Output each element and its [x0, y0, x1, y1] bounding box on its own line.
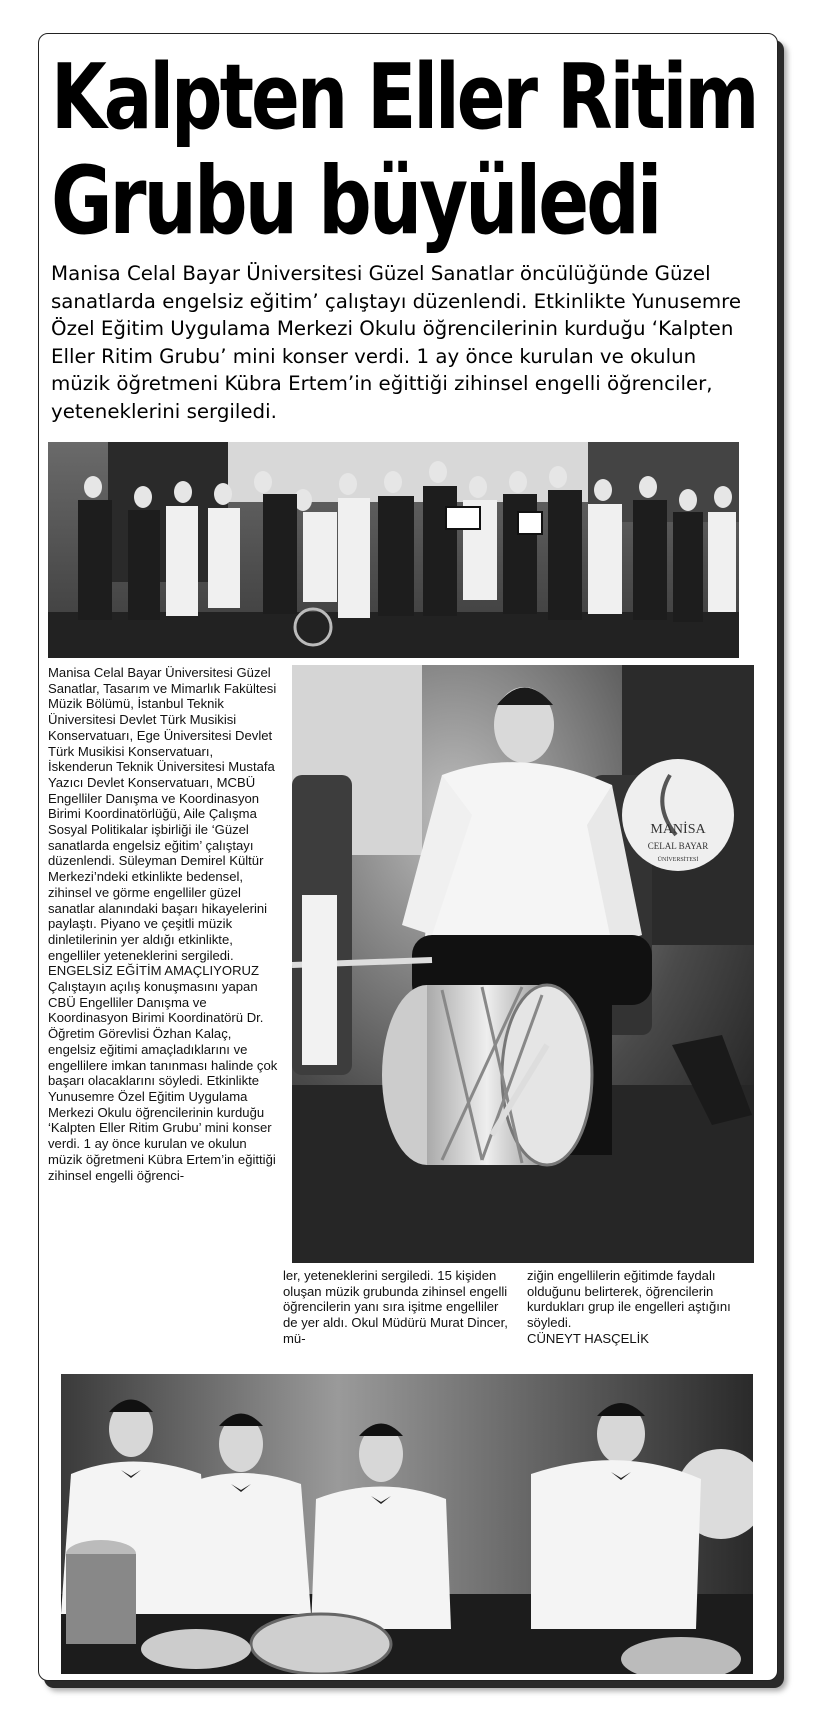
- article-column-2: [283, 1268, 515, 1347]
- body-paragraph-3: ler, yeteneklerini sergiledi. 15 kişiden oluşan müzik grubunda zihinsel engelli öğrencilerin yanı sıra işitme engelliler de yer aldı. Okul Müdürü Murat Dincer, mü-: [283, 1268, 508, 1346]
- podium-logo-text-1: MANİSA: [650, 822, 706, 837]
- podium-logo-text-3: ÜNİVERSİTESİ: [657, 857, 699, 863]
- body-paragraph-1: Manisa Celal Bayar Üniversitesi Güzel Sanatlar, Tasarım ve Mimarlık Fakültesi Müzik Bölümü, İstanbul Teknik Üniversitesi Devlet Türk Musikisi Konservatuarı, Ege Üniversitesi Devlet Türk Musikisi Konservatuarı, İskenderun Teknik Üniversitesi Mustafa Yazıcı Devlet Konservatuarı, MCBÜ Engelliler Danışma ve Koordinasyon Birimi Koordinatörlüğü, Aile Çalışma Sosyal Politikalar işbirliği ile ‘Güzel sanatlarda engelsiz eğitim’ çalıştayı düzenlendi. Süleyman Demirel Kültür Merkezi’ndeki etkinlikte bedensel, zihinsel ve görme engelliler güzel sanatlar alanındaki başarı hikayelerini paylaştı. Piyano ve çeşitli müzik dinletilerinin yer aldığı etkinlikte, engelliler yeteneklerini sergiledi.: [48, 665, 277, 963]
- group-photo: [48, 442, 739, 658]
- headline-line-2: Grubu büyüledi: [51, 145, 660, 256]
- headline-line-1: Kalpten Eller Ritim: [51, 44, 757, 149]
- band-photo: [61, 1374, 753, 1674]
- article-column-3: [527, 1268, 759, 1347]
- drummer-photo: [292, 665, 754, 1263]
- newspaper-clipping: [38, 33, 778, 1681]
- body-paragraph-2: Çalıştayın açılış konuşmasını yapan CBÜ Engelliler Danışma ve Koordinasyon Birimi Koordinatörü Dr. Öğretim Görevlisi Özhan Kalaç, engelsiz eğitimi amaçladıklarını ve engellilere imkan tanınması halinde çok başarı olacaklarını söyledi. Etkinlikte Yunusemre Özel Eğitim Uygulama Merkezi Okulu öğrencilerinin kurduğu ‘Kalpten Eller Ritim Grubu’ mini konser verdi. 1 ay önce kurulan ve okulun müzik öğretmeni Kübra Ertem’in eğittiği zihinsel engelli öğrenci-: [48, 979, 278, 1183]
- subheading: ENGELSİZ EĞİTİM AMAÇLIYORUZ: [48, 963, 259, 979]
- article-column-1: [48, 665, 278, 1183]
- lead-paragraph: Manisa Celal Bayar Üniversitesi Güzel Sanatlar öncülüğünde Güzel sanatlarda engelsiz eğitim’ çalıştayı düzenlendi. Etkinlikte Yunusemre Özel Eğitim Uygulama Merkezi Okulu öğrencilerinin kurduğu ‘Kalpten Eller Ritim Grubu’ mini konser verdi. 1 ay önce kurulan ve okulun müzik öğretmeni Kübra Ertem’in eğittiği zihinsel engelli öğrenciler, yeteneklerini sergiledi.: [51, 262, 742, 423]
- body-paragraph-4: ziğin engellilerin eğitimde faydalı olduğunu belirterek, öğrencilerin kurdukları grup ile engelleri aştığını söyledi.: [527, 1268, 731, 1331]
- podium-logo-text-2: CELAL BAYAR: [647, 841, 709, 851]
- byline: CÜNEYT HASÇELİK: [527, 1330, 649, 1346]
